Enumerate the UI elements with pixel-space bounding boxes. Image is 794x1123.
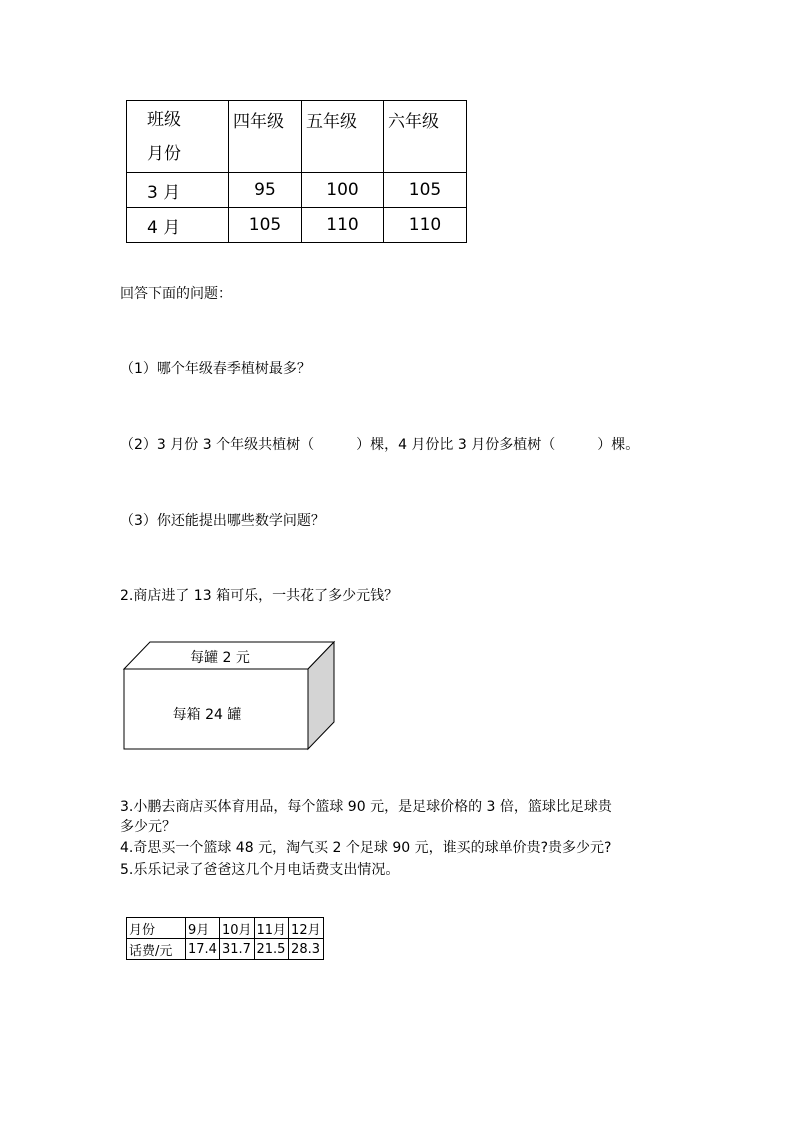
grade-6-header: 六年级 — [384, 101, 467, 173]
question-3: （3）你还能提出哪些数学问题？ — [120, 513, 325, 529]
phone-header-cell: 11月 — [254, 918, 289, 939]
phone-header-cell: 10月 — [219, 918, 254, 939]
value-cell: 100 — [302, 173, 384, 208]
tree-planting-table — [126, 100, 467, 243]
problem-4-text: 4.奇思买一个篮球 48 元，淘气买 2 个足球 90 元，谁买的球单价贵?贵多少元? — [120, 840, 612, 856]
problem-3-line-2: 多少元？ — [120, 819, 176, 835]
problem-3-line-1: 3.小鹏去商店买体育用品，每个篮球 90 元，是足球价格的 3 倍，篮球比足球贵 — [120, 799, 612, 815]
corner-header-cell — [127, 101, 229, 173]
questions-intro: 回答下面的问题： — [120, 286, 232, 302]
table-row — [127, 173, 467, 208]
phone-value-cell: 28.3 — [289, 939, 324, 960]
question-2: （2）3 月份 3 个年级共植树（ ）棵，4 月份比 3 月份多植树（ ）棵。 — [120, 437, 640, 453]
phone-header-cell: 9月 — [186, 918, 220, 939]
grade-4-header: 四年级 — [229, 101, 302, 173]
value-cell: 110 — [384, 208, 467, 243]
month-cell: 3 月 — [127, 173, 229, 208]
value-cell: 110 — [302, 208, 384, 243]
phone-row-label: 话费/元 — [127, 939, 186, 960]
question-1: （1）哪个年级春季植树最多？ — [120, 361, 311, 377]
value-cell: 95 — [229, 173, 302, 208]
phone-value-cell: 17.4 — [186, 939, 220, 960]
phone-value-cell: 21.5 — [254, 939, 289, 960]
table-row — [127, 939, 324, 960]
table-row — [127, 208, 467, 243]
value-cell: 105 — [229, 208, 302, 243]
phone-header-cell: 月份 — [127, 918, 186, 939]
value-cell: 105 — [384, 173, 467, 208]
header-grade-label: 班级 — [147, 110, 181, 130]
phone-value-cell: 31.7 — [219, 939, 254, 960]
grade-5-header: 五年级 — [302, 101, 384, 173]
month-cell: 4 月 — [127, 208, 229, 243]
cola-box-illustration — [120, 638, 340, 753]
box-front-label: 每箱 24 罐 — [172, 707, 242, 723]
phone-header-cell: 12月 — [289, 918, 324, 939]
problem-2-text: 2.商店进了 13 箱可乐，一共花了多少元钱？ — [120, 588, 399, 604]
phone-bill-table — [126, 917, 324, 960]
header-month-label: 月份 — [147, 144, 181, 164]
box-top-label: 每罐 2 元 — [190, 650, 250, 666]
problem-5-text: 5.乐乐记录了爸爸这几个月电话费支出情况。 — [120, 862, 400, 878]
table-row — [127, 918, 324, 939]
